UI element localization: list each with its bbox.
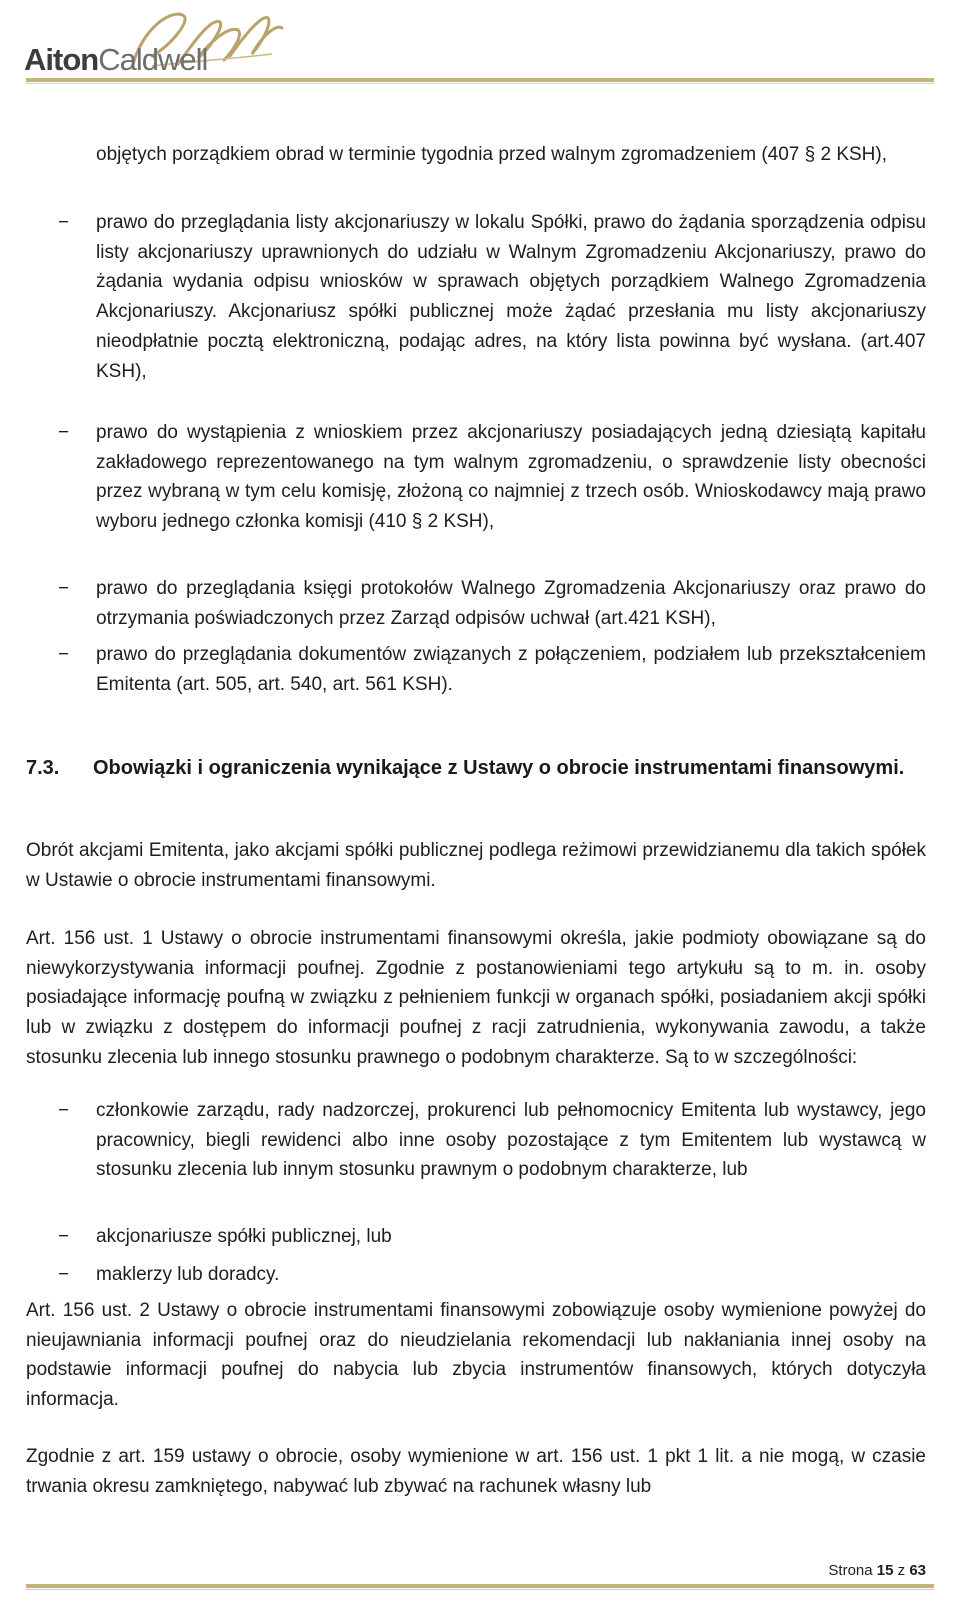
- list-item: prawo do wystąpienia z wnioskiem przez akcjonariuszy posiadających jedną dziesiątą kapitału zakładowego reprezentowanego na tym walnym zgromadzeniu, o sprawdzenie listy obecności przez wybraną w tym celu komisję, złożoną co najmniej z trzech osób. Wnioskodawcy mają prawo wyboru jednego członka komisji (410 § 2 KSH),: [96, 422, 926, 533]
- footer-rule-thin: [26, 1589, 934, 1590]
- list-dash: −: [58, 578, 70, 599]
- list-item: prawo do przeglądania listy akcjonariuszy w lokalu Spółki, prawo do żądania sporządzenia odpisu listy akcjonariuszy uprawnionych do udziału w Walnym Zgromadzeniu Akcjonariuszy, prawo do żądania wydania odpisu wniosków w sprawach objętych porządkiem Walnego Zgromadzenia Akcjonariuszy. Akcjonariusz spółki publicznej może żądać przesłania mu listy akcjonariuszy nieodpłatnie pocztą elektroniczną, podając adres, na który lista powinna być wysłana. (art.407 KSH),: [96, 212, 926, 382]
- paragraph: Obrót akcjami Emitenta, jako akcjami spółki publicznej podlega reżimowi przewidzianemu dla takich spółek w Ustawie o obrocie instrumentami finansowymi.: [26, 840, 926, 891]
- list-item: akcjonariusze spółki publicznej, lub: [96, 1226, 392, 1247]
- paragraph: Art. 156 ust. 2 Ustawy o obrocie instrumentami finansowymi zobowiązuje osoby wymienione powyżej do nieujawniania informacji poufnej oraz do nieudzielania rekomendacji lub nakłaniania innej osoby na podstawie informacji poufnej do nabycia lub zbycia instrumentów finansowych, których dotyczyła informacja.: [26, 1300, 926, 1411]
- list-item: członkowie zarządu, rady nadzorczej, prokurenci lub pełnomocnicy Emitenta lub wystawcy, jego pracownicy, biegli rewidenci albo inne osoby pozostające z tym Emitentem lub wystawcą w stosunku zlecenia lub innym stosunku prawnym o podobnym charakterze, lub: [96, 1100, 926, 1181]
- list-dash: −: [58, 422, 70, 443]
- section-number: 7.3.: [26, 757, 60, 779]
- brand-name: AitonCaldwell: [24, 42, 208, 77]
- list-item: prawo do przeglądania księgi protokołów Walnego Zgromadzenia Akcjonariuszy oraz prawo do otrzymania poświadczonych przez Zarząd odpisów uchwał (art.421 KSH),: [96, 578, 926, 629]
- paragraph: Zgodnie z art. 159 ustawy o obrocie, osoby wymienione w art. 156 ust. 1 pkt 1 lit. a nie mogą, w czasie trwania okresu zamkniętego, nabywać lub zbywać na rachunek własny lub: [26, 1446, 926, 1497]
- section-title: Obowiązki i ograniczenia wynikające z Ustawy o obrocie instrumentami finansowymi.: [93, 757, 905, 779]
- footer-rule: [26, 1584, 934, 1588]
- list-item: maklerzy lub doradcy.: [96, 1264, 280, 1285]
- list-item-continuation: objętych porządkiem obrad w terminie tygodnia przed walnym zgromadzeniem (407 § 2 KSH),: [96, 144, 887, 165]
- list-dash: −: [58, 1226, 70, 1247]
- list-dash: −: [58, 1264, 70, 1285]
- list-item: prawo do przeglądania dokumentów związanych z połączeniem, podziałem lub przekształceniem Emitenta (art. 505, art. 540, art. 561 KSH).: [96, 644, 926, 695]
- page-number: Strona 15 z 63: [828, 1562, 926, 1579]
- paragraph: Art. 156 ust. 1 Ustawy o obrocie instrumentami finansowymi określa, jakie podmioty obowiązane są do niewykorzystywania informacji poufnej. Zgodnie z postanowieniami tego artykułu są to m. in. osoby posiadające informację poufną w związku z pełnieniem funkcji w organach spółki, posiadaniem akcji spółki lub w związku z dostępem do informacji poufnej z racji zatrudnienia, wykonywania zawodu, a także stosunku zlecenia lub innego stosunku prawnego o podobnym charakterze. Są to w szczególności:: [26, 928, 926, 1068]
- list-dash: −: [58, 1100, 70, 1121]
- header-rule-thin: [26, 83, 934, 84]
- list-dash: −: [58, 212, 70, 233]
- company-logo: [24, 6, 294, 84]
- header-rule: [26, 78, 934, 82]
- list-dash: −: [58, 644, 70, 665]
